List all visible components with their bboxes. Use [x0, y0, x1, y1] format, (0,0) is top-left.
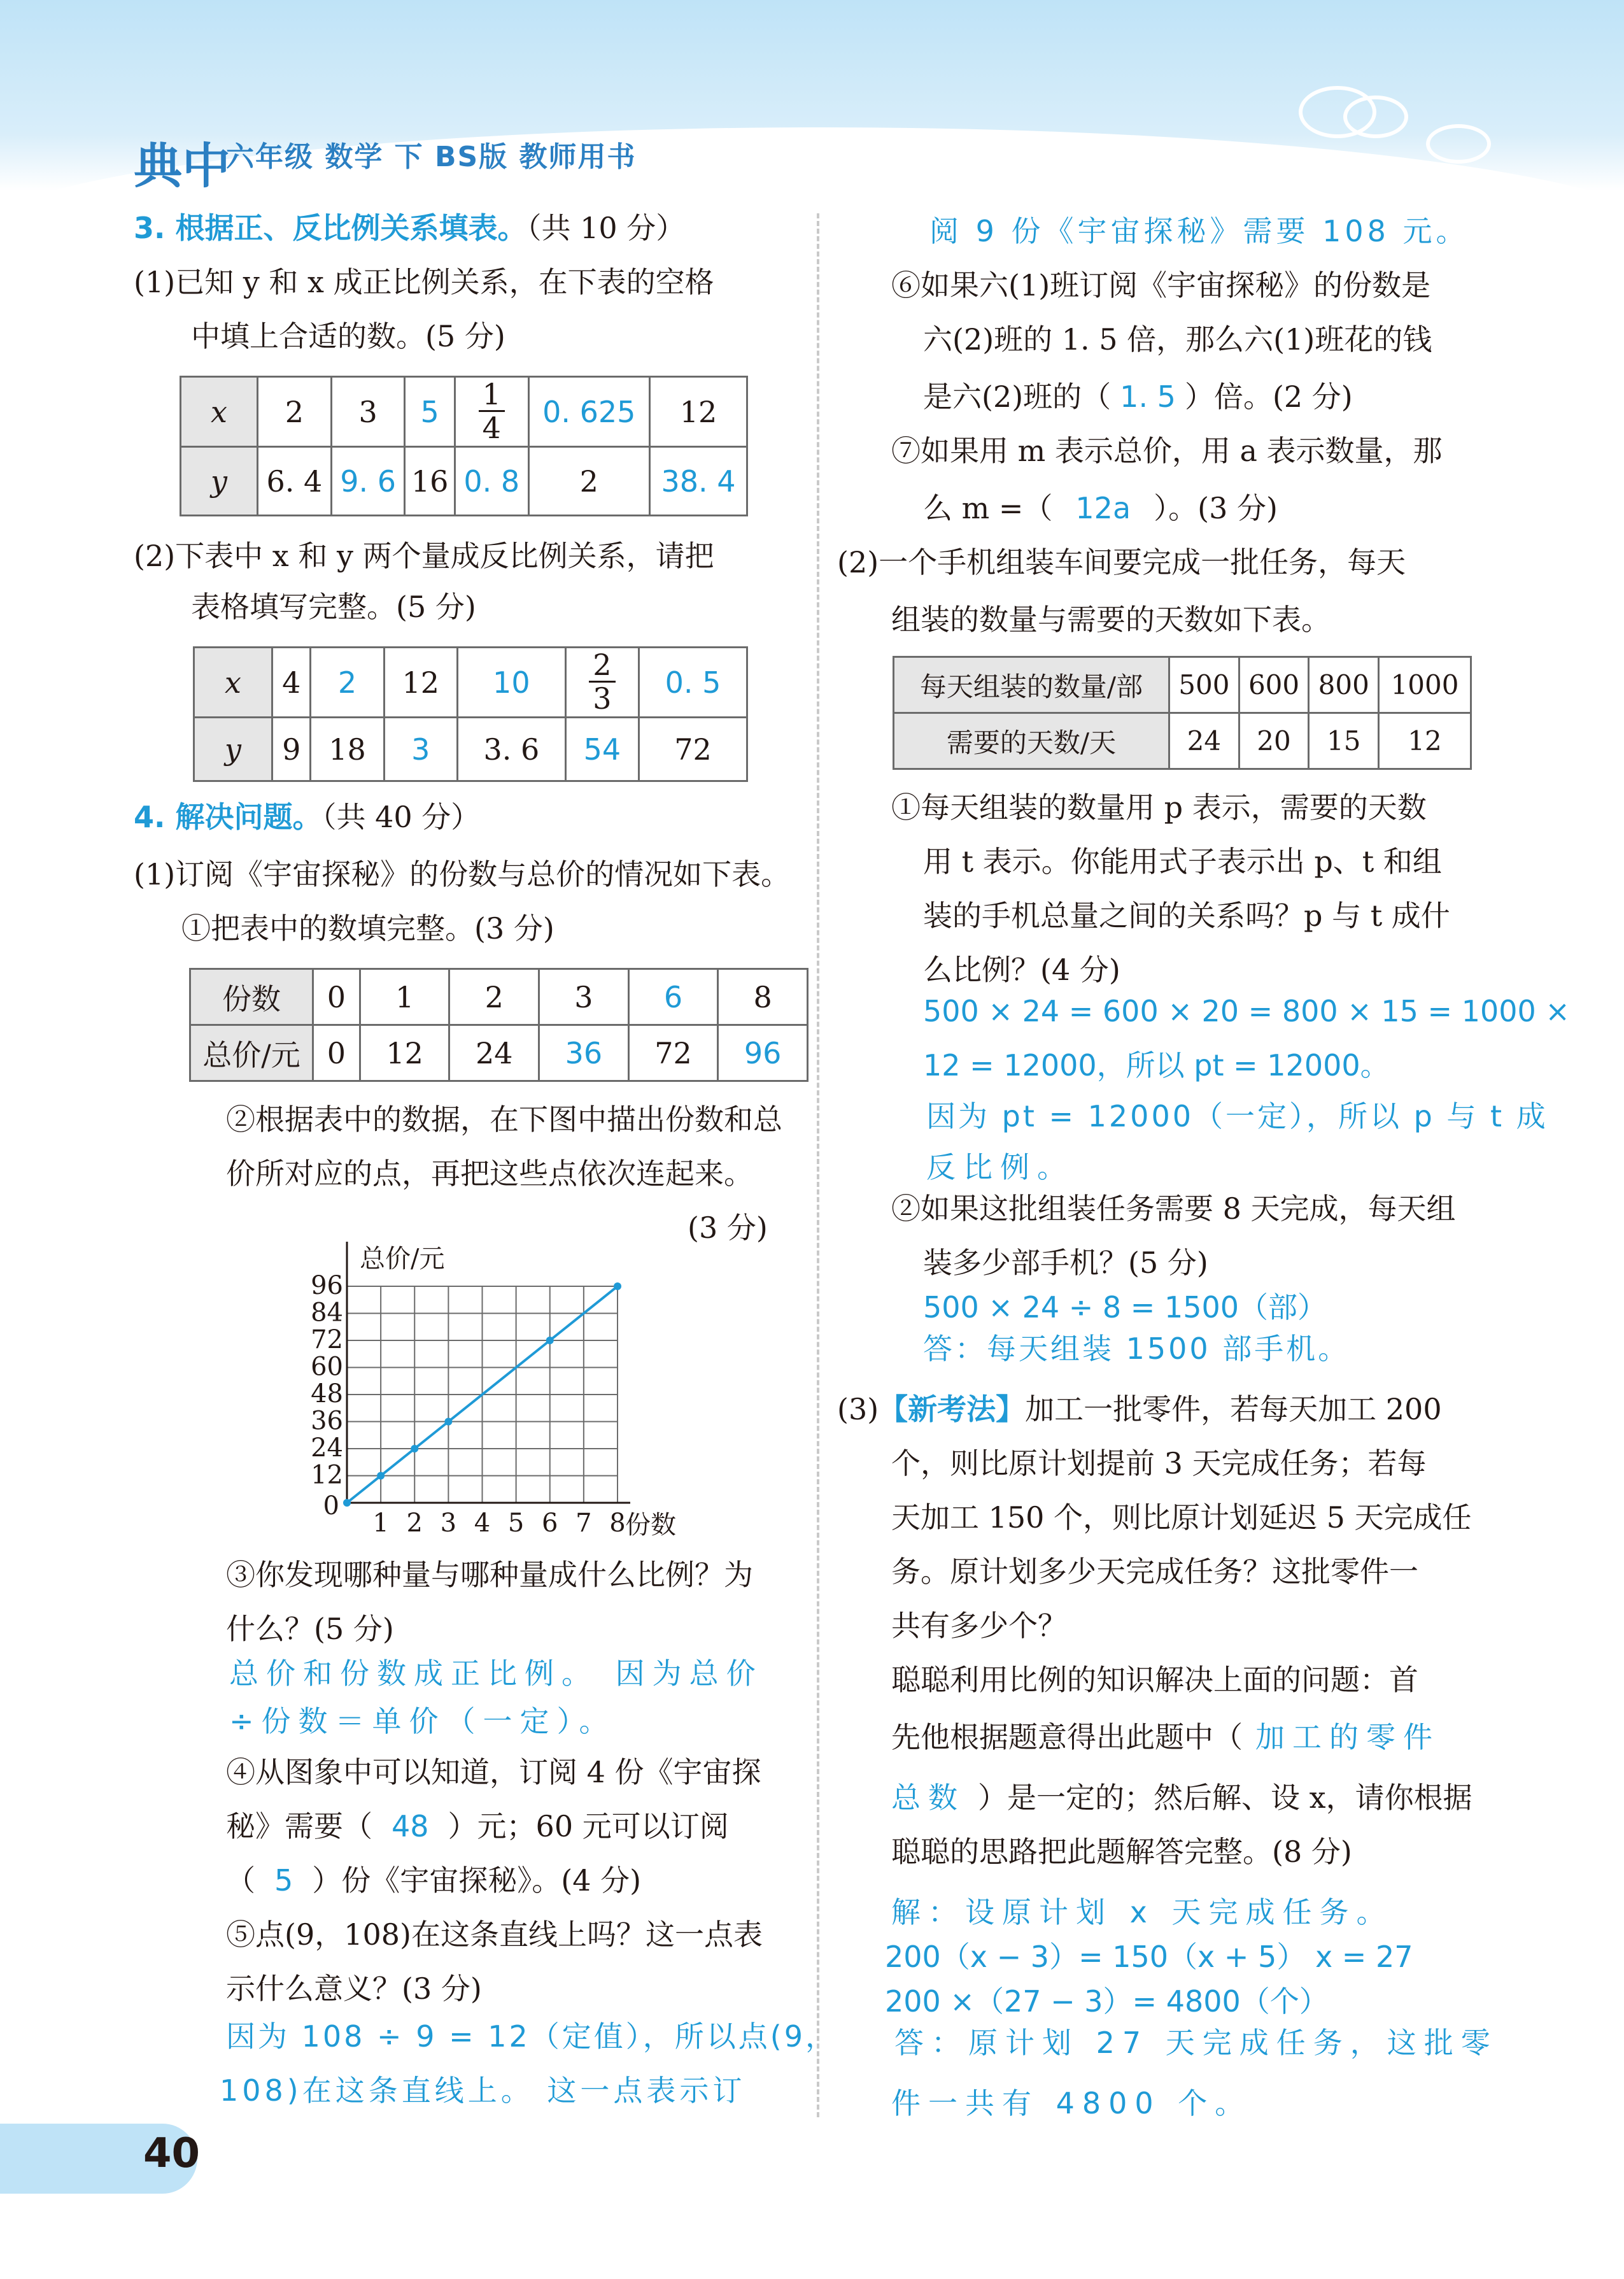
q4-p2-line1: (2)一个手机组装车间要完成一批任务，每天 [837, 545, 1406, 579]
q4-s6-line1: ⑥如果六(1)班订阅《宇宙探秘》的份数是 [891, 268, 1431, 302]
answer-cell: 96 [718, 1025, 808, 1081]
answer-blank: 1. 5 [1120, 380, 1176, 414]
table-cell: 12 [1379, 713, 1471, 769]
y-tick-label: 84 [311, 1298, 343, 1328]
table-cell: 12 [649, 377, 747, 447]
table-cell: 4 [272, 648, 311, 718]
data-point [377, 1472, 385, 1480]
q4-t1-line4: 么比例？(4 分) [923, 953, 1120, 987]
q4-s6-line2: 六(2)班的 1. 5 倍，那么六(1)班花的钱 [923, 322, 1432, 357]
answer-blank: 总数 [891, 1780, 965, 1815]
q4-p3-solution3: 200 ×（27 − 3）= 4800（个） [885, 1984, 1329, 2019]
q4-s6-line3: 是六(2)班的（ 1. 5 ）倍。(2 分) [923, 380, 1353, 414]
answer-cell: 0. 8 [455, 447, 528, 516]
answer-cell: 36 [539, 1025, 629, 1081]
q4-s5-answer1: 因为 108 ÷ 9 = 12（定值），所以点(9， [226, 2019, 838, 2054]
table-cell: 20 [1239, 713, 1309, 769]
table-cell: 3. 6 [457, 718, 565, 781]
q4-s7-line2: 么 m =（ 12a ）。(3 分) [923, 491, 1278, 525]
q4-s2-line2: 价所对应的点，再把这些点依次连起来。 [226, 1156, 753, 1191]
table-cell: 8 [718, 969, 808, 1025]
q4-s5-answer3: 阅 9 份《宇宙探秘》需要 108 元。 [929, 214, 1469, 248]
answer-cell: 54 [565, 718, 639, 781]
table-row-label: 总价/元 [190, 1025, 313, 1081]
table-cell: 2 [449, 969, 539, 1025]
table-cell: 1 [360, 969, 449, 1025]
answer-cell: 0. 5 [639, 648, 747, 718]
table-cell: 2 [528, 447, 649, 516]
table-cell: 72 [639, 718, 747, 781]
x-tick-label: 7 [575, 1509, 592, 1538]
page-number: 40 [143, 2130, 201, 2177]
price-chart [306, 1235, 713, 1541]
y-tick-label: 36 [311, 1406, 343, 1436]
answer-cell: 3 [384, 718, 457, 781]
table-cell: 0 [313, 1025, 360, 1081]
q4-s3-answer2: ÷份数＝单价（一定）。 [229, 1704, 616, 1738]
q4-t2-answer2: 答：每天组装 1500 部手机。 [923, 1331, 1350, 1366]
q4-p3-line9: 聪聪的思路把此题解答完整。(8 分) [891, 1835, 1352, 1869]
q3-heading: 3. 根据正、反比例关系填表。（共 10 分） [134, 211, 686, 245]
table-cell: 3 [539, 969, 629, 1025]
logo: 典中 [134, 138, 230, 194]
data-point [614, 1282, 621, 1290]
q4-t1-answer3: 因为 pt = 12000（一定），所以 p 与 t 成 [926, 1099, 1548, 1133]
q4-p3-line5: 共有多少个？ [891, 1608, 1067, 1643]
table-header-x: x [194, 648, 272, 718]
table-header-y: y [181, 447, 258, 516]
new-method-tag: 【新考法】 [879, 1392, 1026, 1426]
table-cell: 9 [272, 718, 311, 781]
answer-cell: 9. 6 [331, 447, 405, 516]
q4-s3-answer1: 总价和份数成正比例。 因为总价 [229, 1656, 763, 1691]
table-row-label: 每天组装的数量/部 [894, 657, 1169, 713]
q4-t2-line1: ②如果这批组装任务需要 8 天完成，每天组 [891, 1191, 1456, 1226]
table-row-label: 需要的天数/天 [894, 713, 1169, 769]
answer-blank: 48 [392, 1809, 429, 1843]
table-assembly [893, 656, 1472, 770]
table-cell: 12 [384, 648, 457, 718]
y-tick-label: 48 [311, 1379, 343, 1409]
table-inverse [193, 646, 748, 782]
y-axis-label: 总价/元 [360, 1244, 445, 1274]
y-tick-label: 60 [311, 1352, 343, 1382]
q3-p2-line1: (2)下表中 x 和 y 两个量成反比例关系，请把 [134, 539, 714, 573]
table-cell: 24 [449, 1025, 539, 1081]
answer-cell: 38. 4 [649, 447, 747, 516]
table-cell: 2 [258, 377, 332, 447]
q4-t1-answer2: 12 = 12000，所以 pt = 12000。 [923, 1048, 1390, 1083]
fraction-cell: $\frac{2}{3}$ [565, 648, 639, 718]
x-tick-label: 2 [406, 1509, 423, 1538]
table-cell: 72 [628, 1025, 718, 1081]
q4-p3-line1: (3)【新考法】加工一批零件，若每天加工 200 [837, 1392, 1442, 1426]
y-tick-label: 24 [311, 1433, 343, 1463]
q4-s5-line1: ⑤点(9，108)在这条直线上吗？这一点表 [226, 1917, 763, 1952]
table-cell: 600 [1239, 657, 1309, 713]
y-tick-label: 12 [311, 1460, 343, 1490]
q4-s5-answer2: 108)在这条直线上。 这一点表示订 [220, 2073, 746, 2108]
q4-p3-solution5: 件一共有 4800 个。 [891, 2086, 1252, 2120]
q4-p3-line8: 总数 ）是一定的；然后解、设 x，请你根据 [891, 1780, 1472, 1815]
q4-p3-line3: 天加工 150 个，则比原计划延迟 5 天完成任 [891, 1500, 1472, 1535]
q4-s4-line1: ④从图象中可以知道，订阅 4 份《宇宙探 [226, 1755, 761, 1789]
data-point [343, 1499, 351, 1507]
answer-cell: 2 [311, 648, 384, 718]
q4-s3-line1: ③你发现哪种量与哪种量成什么比例？为 [226, 1558, 753, 1592]
column-divider [817, 213, 819, 2117]
q4-p3-line6: 聪聪利用比例的知识解决上面的问题：首 [891, 1663, 1418, 1697]
x-tick-label: 3 [440, 1509, 457, 1538]
answer-cell: 10 [457, 648, 565, 718]
q4-s4-line3: （ 5 ）份《宇宙探秘》。(4 分) [226, 1863, 642, 1898]
data-point [444, 1418, 452, 1426]
table-cell: 12 [360, 1025, 449, 1081]
q3-p2-line2: 表格填写完整。(5 分) [191, 590, 476, 624]
data-point [411, 1445, 418, 1452]
x-tick-label: 1 [372, 1509, 389, 1538]
data-point [546, 1337, 554, 1344]
table-row-label: 份数 [190, 969, 313, 1025]
table-cell: 24 [1169, 713, 1239, 769]
q3-p1-line1: (1)已知 y 和 x 成正比例关系，在下表的空格 [134, 265, 714, 299]
x-tick-label: 5 [507, 1509, 525, 1538]
q4-p2-line2: 组装的数量与需要的天数如下表。 [891, 602, 1331, 637]
x-axis-label: 份数 [625, 1510, 676, 1540]
q4-s7-line1: ⑦如果用 m 表示总价，用 a 表示数量，那 [891, 434, 1443, 468]
cloud-icon [1426, 124, 1491, 164]
table-cell: 16 [405, 447, 455, 516]
q4-t1-line3: 装的手机总量之间的关系吗？p 与 t 成什 [923, 898, 1450, 933]
q4-t1-answer4: 反比例。 [926, 1150, 1074, 1184]
fraction-cell: $\frac{1}{4}$ [455, 377, 528, 447]
q4-s2-score: (3 分) [688, 1210, 768, 1245]
header-title: 六年级 数学 下 BS版 教师用书 [226, 141, 637, 173]
table-subscription [189, 968, 808, 1082]
q4-t1-line2: 用 t 表示。你能用式子表示出 p、t 和组 [923, 844, 1442, 879]
x-tick-label: 8 [609, 1509, 626, 1538]
table-header-x: x [181, 377, 258, 447]
table-cell: 0 [313, 969, 360, 1025]
q4-p3-solution1: 解：设原计划 x 天完成任务。 [891, 1895, 1394, 1929]
table-cell: 800 [1309, 657, 1379, 713]
q4-p3-solution2: 200（x − 3）= 150（x + 5） x = 27 [885, 1940, 1413, 1974]
answer-blank: 5 [274, 1863, 293, 1898]
q4-s3-line2: 什么？(5 分) [226, 1612, 394, 1646]
answer-blank: 加工的零件 [1255, 1720, 1440, 1754]
q4-s2-line1: ②根据表中的数据，在下图中描出份数和总 [226, 1102, 782, 1137]
q4-t1-answer1: 500 × 24 = 600 × 20 = 800 × 15 = 1000 × [923, 994, 1570, 1028]
q4-t2-line2: 装多少部手机？(5 分) [923, 1246, 1208, 1280]
table-cell: 6. 4 [258, 447, 332, 516]
x-tick-label: 4 [474, 1509, 491, 1538]
y-tick-label: 96 [311, 1271, 343, 1300]
y-tick-label: 72 [311, 1325, 343, 1354]
table-cell: 15 [1309, 713, 1379, 769]
q4-p3-line7: 先他根据题意得出此题中（ 加工的零件 [891, 1720, 1440, 1754]
q4-p3-line2: 个，则比原计划提前 3 天完成任务；若每 [891, 1446, 1427, 1480]
table-cell: 500 [1169, 657, 1239, 713]
table-header-y: y [194, 718, 272, 781]
origin-label: 0 [323, 1491, 339, 1521]
cloud-icon [1343, 96, 1408, 138]
q3-p1-line2: 中填上合适的数。(5 分) [191, 319, 505, 353]
q4-t1-line1: ①每天组装的数量用 p 表示，需要的天数 [891, 790, 1427, 825]
q4-p1-line1: (1)订阅《宇宙探秘》的份数与总价的情况如下表。 [134, 857, 791, 891]
x-tick-label: 6 [542, 1509, 558, 1538]
q4-s5-line2: 示什么意义？(3 分) [226, 1971, 482, 2006]
answer-cell: 6 [628, 969, 718, 1025]
q4-s4-line2: 秘》需要（ 48 ）元；60 元可以订阅 [226, 1809, 729, 1843]
answer-cell: 5 [405, 377, 455, 447]
table-proportional [180, 376, 748, 516]
table-cell: 3 [331, 377, 405, 447]
answer-cell: 0. 625 [528, 377, 649, 447]
q4-s1: ①把表中的数填完整。(3 分) [181, 911, 554, 946]
q4-p3-line4: 务。原计划多少天完成任务？这批零件一 [891, 1554, 1418, 1589]
answer-blank: 12a [1075, 491, 1131, 525]
table-cell: 18 [311, 718, 384, 781]
table-cell: 1000 [1379, 657, 1471, 713]
q4-heading: 4. 解决问题。（共 40 分） [134, 800, 481, 834]
q4-p3-solution4: 答：原计划 27 天完成任务，这批零 [894, 2026, 1498, 2060]
q4-t2-answer1: 500 × 24 ÷ 8 = 1500（部） [923, 1290, 1327, 1324]
